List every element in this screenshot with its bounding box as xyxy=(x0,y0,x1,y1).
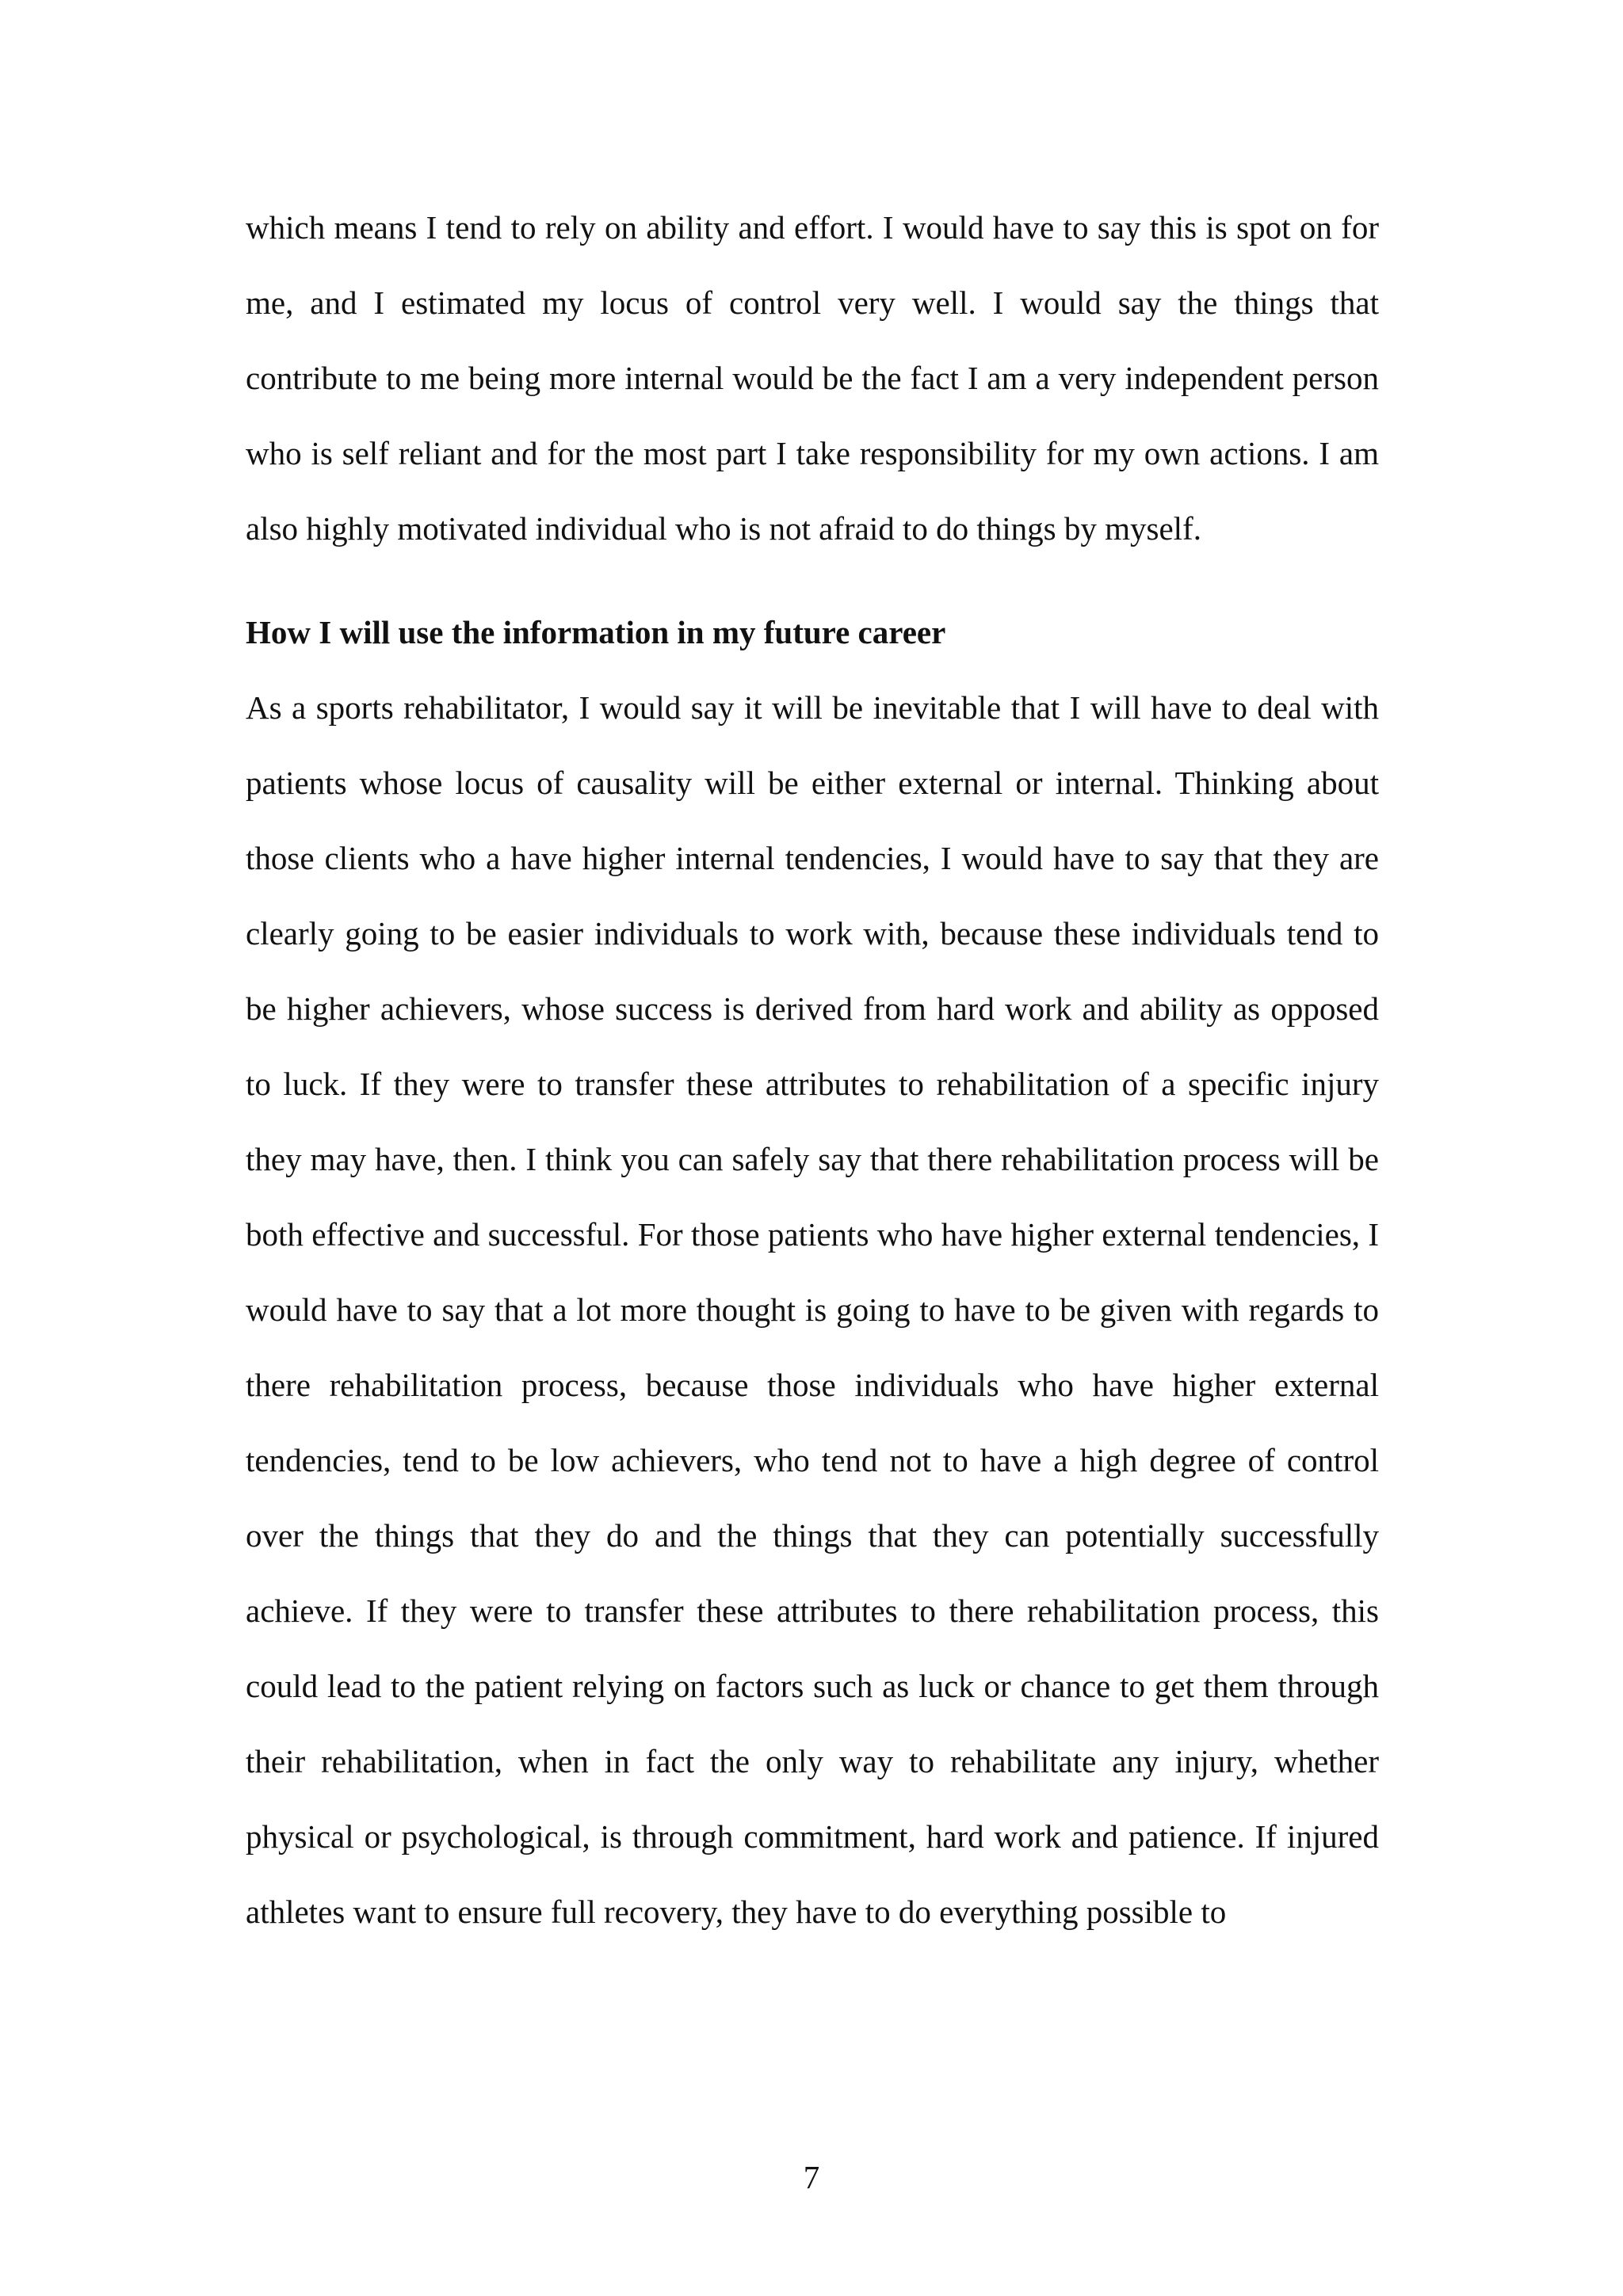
section-heading: How I will use the information in my future career xyxy=(246,614,946,650)
body-paragraph-locus-of-control: which means I tend to rely on ability and effort. I would have to say this is spot on for me, and I estimated my locus of control very well. I would say the things that contribute to me being more internal would be the fact I am a very independent person who is self reliant and for the most part I take responsibility for my own actions. I am also highly motivated individual who is not afraid to do things by myself. xyxy=(246,209,1379,547)
page-body xyxy=(246,190,1379,1950)
page-number: 7 xyxy=(803,2159,820,2195)
body-paragraph-future-career: As a sports rehabilitator, I would say it will be inevitable that I will have to deal with patients whose locus of causality will be either external or internal. Thinking about those clients who a have higher internal tendencies, I would have to say that they are clearly going to be easier individuals to work with, because these individuals tend to be higher achievers, whose success is derived from hard work and ability as opposed to luck. If they were to transfer these attributes to rehabilitation of a specific injury they may have, then. I think you can safely say that there rehabilitation process will be both effective and successful. For those patients who have higher external tendencies, I would have to say that a lot more thought is going to have to be given with regards to there rehabilitation process, because those individuals who have higher external tendencies, tend to be low achievers, who tend not to have a high degree of control over the things that they do and the things that they can potentially successfully achieve. If they were to transfer these attributes to there rehabilitation process, this could lead to the patient relying on factors such as luck or chance to get them through their rehabilitation, when in fact the only way to rehabilitate any injury, whether physical or psychological, is through commitment, hard work and patience. If injured athletes want to ensure full recovery, they have to do everything possible to xyxy=(246,689,1379,1930)
